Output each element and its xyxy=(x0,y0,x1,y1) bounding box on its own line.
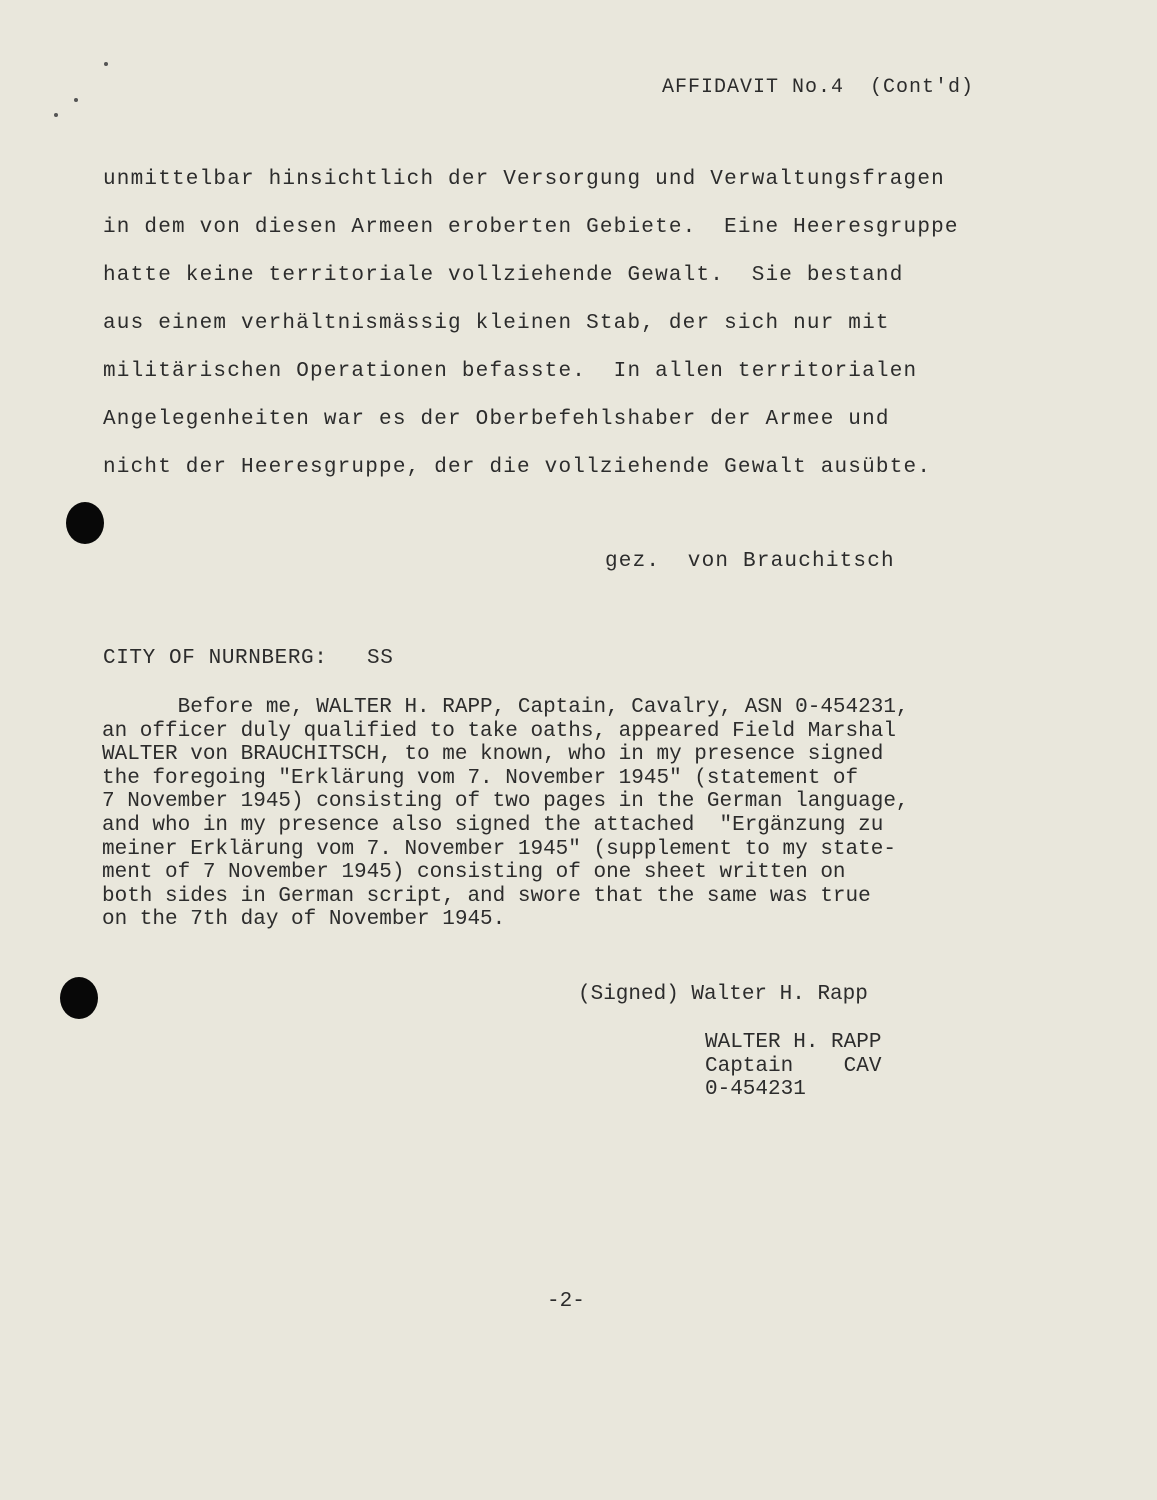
german-statement-line: Angelegenheiten war es der Oberbefehlshaber der Armee und xyxy=(103,408,890,431)
german-statement-line: aus einem verhältnismässig kleinen Stab, der sich nur mit xyxy=(103,312,890,335)
punch-hole xyxy=(66,502,104,544)
german-statement-line: unmittelbar hinsichtlich der Versorgung und Verwaltungsfragen xyxy=(103,168,945,191)
punch-hole xyxy=(60,977,98,1019)
jurat-line: and who in my presence also signed the attached "Ergänzung zu xyxy=(102,813,884,837)
jurat-line: ment of 7 November 1945) consisting of one sheet written on xyxy=(102,861,846,885)
jurat-line: on the 7th day of November 1945. xyxy=(102,908,506,932)
paper-speck xyxy=(74,98,78,102)
german-statement-line: hatte keine territoriale vollziehende Gewalt. Sie bestand xyxy=(103,264,904,287)
jurat-line: an officer duly qualified to take oaths, appeared Field Marshal xyxy=(102,719,896,743)
jurat-line: Before me, WALTER H. RAPP, Captain, Cavalry, ASN 0-454231, xyxy=(102,696,909,719)
jurat-line: 7 November 1945) consisting of two pages in the German language, xyxy=(102,790,909,814)
affidavit-reference: AFFIDAVIT No.4 (Cont'd) xyxy=(662,76,975,99)
officer-rank: Captain CAV xyxy=(705,1054,882,1078)
jurat-line: both sides in German script, and swore that the same was true xyxy=(102,884,871,908)
venue-line: CITY OF NURNBERG: SS xyxy=(103,647,394,670)
paper-speck xyxy=(54,113,58,117)
german-statement-line: militärischen Operationen befasste. In allen territorialen xyxy=(103,360,918,383)
german-statement-line: nicht der Heeresgruppe, der die vollziehende Gewalt ausübte. xyxy=(103,456,932,479)
paper-speck xyxy=(104,62,108,66)
jurat-paragraph xyxy=(102,696,909,932)
signature-block xyxy=(705,1031,881,1102)
german-signature: gez. von Brauchitsch xyxy=(605,550,895,573)
page-number: -2- xyxy=(547,1290,585,1313)
jurat-line: WALTER von BRAUCHITSCH, to me known, who in my presence signed xyxy=(102,743,884,767)
german-statement xyxy=(103,162,959,498)
german-statement-line: in dem von diesen Armeen eroberten Gebiete. Eine Heeresgruppe xyxy=(103,216,959,239)
officer-name: WALTER H. RAPP xyxy=(705,1031,882,1054)
signed-line: (Signed) Walter H. Rapp xyxy=(578,983,868,1006)
officer-serial: 0-454231 xyxy=(705,1078,806,1101)
jurat-line: meiner Erklärung vom 7. November 1945" (supplement to my state- xyxy=(102,837,896,861)
jurat-line: the foregoing "Erklärung vom 7. November 1945" (statement of xyxy=(102,766,859,790)
